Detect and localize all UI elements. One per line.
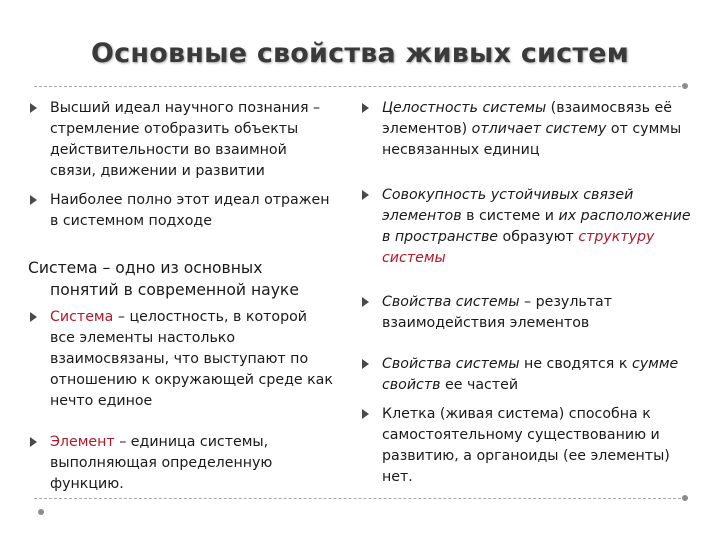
top-divider [34,86,686,87]
left-bullet-3-text: – целостность, в которой все элементы настолько взаимосвязаны, что выступают по отношению к окружающей среде как нечто единое [50,309,333,409]
bottom-left-dot [38,509,44,515]
phrase-not-reduced: не сводятся к [519,356,632,372]
phrase-arrangement: их расположение в пространстве [382,208,691,245]
left-bullet-1 [30,98,335,182]
right-bullet-4 [362,354,692,396]
left-bullet-2 [30,190,335,232]
left-column [30,98,335,495]
arrow-bullet-icon [30,437,37,447]
phrase-stable-links: Совокупность устойчивых связей элементов [382,187,634,224]
phrase-system-structure: структуру системы [382,229,655,266]
right-bullet-1 [362,98,692,161]
left-heading [28,257,335,301]
phrase-result: – результат взаимодействия элементов [382,294,612,331]
term-system: Система [50,309,114,325]
right-bullet-5-text: Клетка (живая система) способна к самостоятельному существованию и развитию, а органоиды (ее элементы) нет. [382,406,670,485]
arrow-bullet-icon [30,103,37,113]
left-bullet-4-text: – единица системы, выполняющая определенную функцию. [50,434,273,492]
left-heading-text: Система – одно из основных понятий в современной науке [28,259,299,299]
phrase-interconnection: (взаимосвязь её элементов) [382,100,672,137]
bottom-divider-dot [682,495,688,501]
right-bullet-5 [362,404,692,488]
phrase-system-properties-2: Свойства системы [382,356,520,372]
arrow-bullet-icon [362,359,369,369]
slide-title: Основные свойства живых систем [90,38,629,69]
bottom-divider [34,498,686,499]
phrase-in-system: в системе и [461,208,559,224]
left-bullet-2-text: Наиболее полно этот идеал отражен в системном подходе [50,192,330,229]
left-bullet-4 [30,432,335,495]
phrase-from-sum: от суммы несвязанных единиц [382,121,682,158]
phrase-integrity: Целостность системы [382,100,547,116]
arrow-bullet-icon [362,409,369,419]
phrase-distinguishes: отличает [471,121,541,137]
right-column [362,98,692,488]
phrase-system: систему [545,121,607,137]
left-bullet-3 [30,307,335,412]
phrase-form: образуют [498,229,579,245]
arrow-bullet-icon [30,312,37,322]
right-bullet-2 [362,185,692,269]
top-divider-dot [682,83,688,89]
arrow-bullet-icon [30,195,37,205]
right-bullet-3 [362,292,692,334]
term-element: Элемент [50,434,115,450]
left-bullet-1-text: Высший идеал научного познания – стремление отобразить объекты действительности во взаимной связи, движении и развитии [50,100,321,179]
arrow-bullet-icon [362,103,369,113]
arrow-bullet-icon [362,297,369,307]
arrow-bullet-icon [362,190,369,200]
phrase-sum-of-properties: сумме свойств [382,356,679,393]
phrase-of-parts: ее частей [440,377,519,393]
phrase-system-properties: Свойства системы [382,294,520,310]
